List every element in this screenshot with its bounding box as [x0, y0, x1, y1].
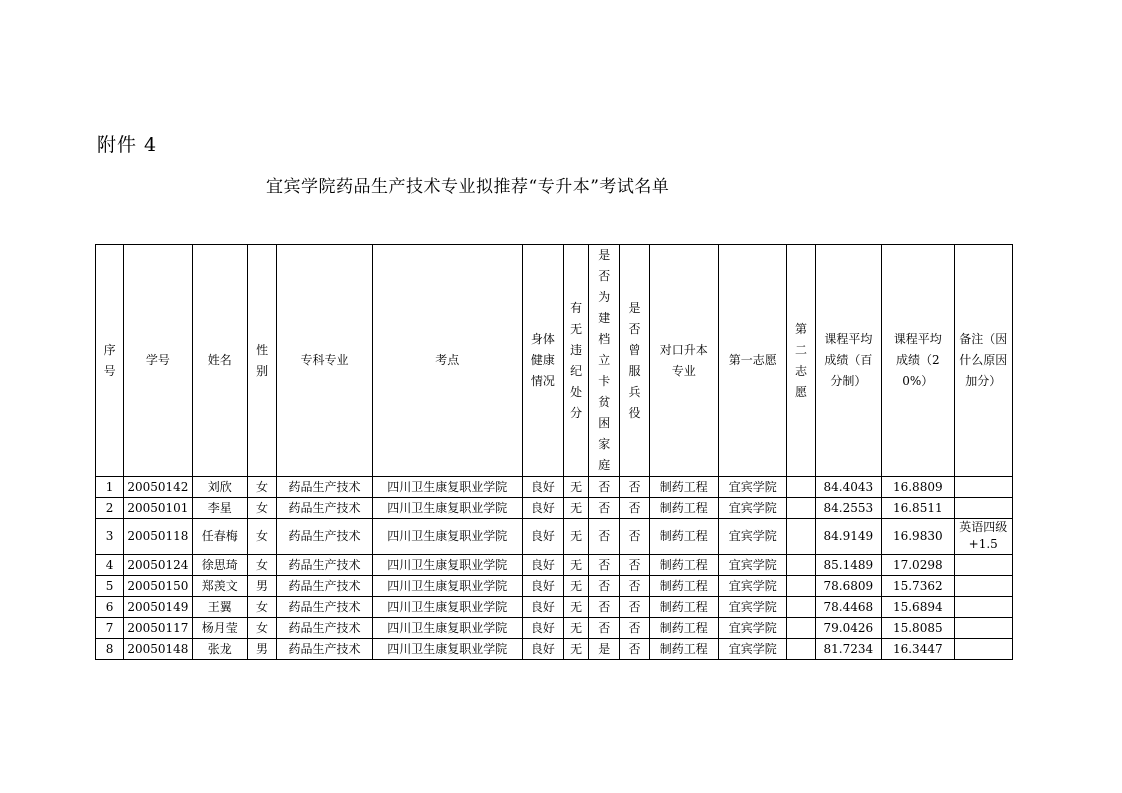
cell-first-choice: 宜宾学院	[719, 638, 787, 659]
cell-target-major: 制药工程	[649, 638, 718, 659]
cell-weighted-score: 15.7362	[882, 575, 954, 596]
cell-discipline: 无	[564, 617, 589, 638]
cell-weighted-score: 16.8511	[882, 498, 954, 519]
cell-avg-score: 79.0426	[815, 617, 881, 638]
cell-index: 3	[96, 519, 124, 555]
cell-military: 否	[620, 575, 649, 596]
cell-discipline: 无	[564, 638, 589, 659]
cell-gender: 女	[247, 617, 276, 638]
cell-first-choice: 宜宾学院	[719, 519, 787, 555]
cell-target-major: 制药工程	[649, 477, 718, 498]
cell-index: 5	[96, 575, 124, 596]
cell-college-major: 药品生产技术	[277, 477, 373, 498]
table-row	[96, 575, 1013, 596]
cell-name: 徐思琦	[192, 554, 247, 575]
cell-weighted-score: 16.3447	[882, 638, 954, 659]
cell-college-major: 药品生产技术	[277, 596, 373, 617]
cell-avg-score: 84.9149	[815, 519, 881, 555]
cell-weighted-score: 17.0298	[882, 554, 954, 575]
cell-military: 否	[620, 617, 649, 638]
cell-remarks	[954, 617, 1012, 638]
cell-avg-score: 78.4468	[815, 596, 881, 617]
col-header-name: 姓名	[192, 245, 247, 477]
col-header-remarks: 备注（因什么原因加分）	[954, 245, 1012, 477]
cell-poverty: 否	[589, 519, 620, 555]
cell-gender: 男	[247, 575, 276, 596]
cell-avg-score: 85.1489	[815, 554, 881, 575]
cell-discipline: 无	[564, 554, 589, 575]
cell-poverty: 否	[589, 596, 620, 617]
col-header-military: 是否曾服兵役	[620, 245, 649, 477]
cell-first-choice: 宜宾学院	[719, 575, 787, 596]
col-header-exam-site: 考点	[372, 245, 522, 477]
cell-poverty: 否	[589, 554, 620, 575]
table-row	[96, 638, 1013, 659]
table-row	[96, 617, 1013, 638]
cell-first-choice: 宜宾学院	[719, 554, 787, 575]
cell-index: 4	[96, 554, 124, 575]
cell-student-id: 20050148	[124, 638, 192, 659]
cell-poverty: 否	[589, 575, 620, 596]
cell-poverty: 否	[589, 617, 620, 638]
cell-avg-score: 81.7234	[815, 638, 881, 659]
cell-military: 否	[620, 498, 649, 519]
cell-weighted-score: 16.8809	[882, 477, 954, 498]
cell-college-major: 药品生产技术	[277, 554, 373, 575]
header-row	[96, 245, 1013, 477]
attachment-label: 附件 4	[97, 134, 158, 156]
cell-target-major: 制药工程	[649, 554, 718, 575]
cell-index: 7	[96, 617, 124, 638]
cell-index: 6	[96, 596, 124, 617]
cell-avg-score: 84.4043	[815, 477, 881, 498]
cell-name: 杨月莹	[192, 617, 247, 638]
cell-gender: 女	[247, 554, 276, 575]
cell-index: 1	[96, 477, 124, 498]
cell-first-choice: 宜宾学院	[719, 596, 787, 617]
cell-first-choice: 宜宾学院	[719, 498, 787, 519]
cell-exam-site: 四川卫生康复职业学院	[372, 498, 522, 519]
col-header-weighted-score: 课程平均成绩（20%）	[882, 245, 954, 477]
cell-health: 良好	[522, 498, 563, 519]
cell-health: 良好	[522, 554, 563, 575]
cell-poverty: 是	[589, 638, 620, 659]
cell-poverty: 否	[589, 498, 620, 519]
cell-gender: 女	[247, 519, 276, 555]
cell-target-major: 制药工程	[649, 575, 718, 596]
table-row	[96, 477, 1013, 498]
cell-second-choice	[787, 498, 815, 519]
cell-exam-site: 四川卫生康复职业学院	[372, 575, 522, 596]
cell-health: 良好	[522, 596, 563, 617]
cell-target-major: 制药工程	[649, 617, 718, 638]
cell-target-major: 制药工程	[649, 498, 718, 519]
cell-discipline: 无	[564, 519, 589, 555]
cell-weighted-score: 15.8085	[882, 617, 954, 638]
cell-military: 否	[620, 477, 649, 498]
cell-college-major: 药品生产技术	[277, 498, 373, 519]
cell-second-choice	[787, 596, 815, 617]
cell-name: 王翼	[192, 596, 247, 617]
cell-discipline: 无	[564, 498, 589, 519]
cell-college-major: 药品生产技术	[277, 617, 373, 638]
cell-poverty: 否	[589, 477, 620, 498]
cell-military: 否	[620, 596, 649, 617]
candidate-table	[95, 244, 1013, 660]
cell-second-choice	[787, 638, 815, 659]
cell-health: 良好	[522, 617, 563, 638]
cell-exam-site: 四川卫生康复职业学院	[372, 554, 522, 575]
cell-name: 郑羡文	[192, 575, 247, 596]
cell-gender: 女	[247, 596, 276, 617]
cell-second-choice	[787, 617, 815, 638]
document-title: 宜宾学院药品生产技术专业拟推荐“专升本”考试名单	[266, 177, 670, 197]
cell-health: 良好	[522, 477, 563, 498]
cell-avg-score: 78.6809	[815, 575, 881, 596]
cell-health: 良好	[522, 638, 563, 659]
cell-index: 2	[96, 498, 124, 519]
cell-index: 8	[96, 638, 124, 659]
cell-second-choice	[787, 554, 815, 575]
cell-remarks	[954, 596, 1012, 617]
cell-college-major: 药品生产技术	[277, 575, 373, 596]
cell-discipline: 无	[564, 575, 589, 596]
cell-student-id: 20050142	[124, 477, 192, 498]
col-header-poverty: 是否为建档立卡贫困家庭	[589, 245, 620, 477]
cell-discipline: 无	[564, 596, 589, 617]
cell-first-choice: 宜宾学院	[719, 477, 787, 498]
col-header-avg-score: 课程平均成绩（百分制）	[815, 245, 881, 477]
cell-college-major: 药品生产技术	[277, 519, 373, 555]
cell-student-id: 20050124	[124, 554, 192, 575]
col-header-index: 序号	[96, 245, 124, 477]
cell-remarks	[954, 554, 1012, 575]
col-header-target-major: 对口升本专业	[649, 245, 718, 477]
cell-student-id: 20050101	[124, 498, 192, 519]
col-header-health: 身体健康情况	[522, 245, 563, 477]
cell-exam-site: 四川卫生康复职业学院	[372, 596, 522, 617]
cell-remarks	[954, 498, 1012, 519]
table-row	[96, 554, 1013, 575]
cell-gender: 女	[247, 498, 276, 519]
cell-college-major: 药品生产技术	[277, 638, 373, 659]
cell-health: 良好	[522, 575, 563, 596]
cell-student-id: 20050117	[124, 617, 192, 638]
col-header-first-choice: 第一志愿	[719, 245, 787, 477]
col-header-gender: 性别	[247, 245, 276, 477]
cell-name: 刘欣	[192, 477, 247, 498]
cell-gender: 男	[247, 638, 276, 659]
cell-target-major: 制药工程	[649, 519, 718, 555]
cell-weighted-score: 15.6894	[882, 596, 954, 617]
cell-name: 李星	[192, 498, 247, 519]
table-row	[96, 596, 1013, 617]
col-header-discipline: 有无违纪处分	[564, 245, 589, 477]
cell-discipline: 无	[564, 477, 589, 498]
cell-first-choice: 宜宾学院	[719, 617, 787, 638]
cell-avg-score: 84.2553	[815, 498, 881, 519]
cell-weighted-score: 16.9830	[882, 519, 954, 555]
cell-remarks	[954, 638, 1012, 659]
cell-remarks	[954, 575, 1012, 596]
cell-military: 否	[620, 519, 649, 555]
cell-name: 张龙	[192, 638, 247, 659]
cell-name: 任春梅	[192, 519, 247, 555]
cell-remarks	[954, 477, 1012, 498]
col-header-student-id: 学号	[124, 245, 192, 477]
cell-remarks: 英语四级+1.5	[954, 519, 1012, 555]
cell-student-id: 20050150	[124, 575, 192, 596]
table-row	[96, 498, 1013, 519]
cell-student-id: 20050149	[124, 596, 192, 617]
cell-second-choice	[787, 519, 815, 555]
cell-military: 否	[620, 638, 649, 659]
cell-exam-site: 四川卫生康复职业学院	[372, 617, 522, 638]
cell-exam-site: 四川卫生康复职业学院	[372, 477, 522, 498]
col-header-second-choice: 第二志愿	[787, 245, 815, 477]
cell-second-choice	[787, 477, 815, 498]
cell-second-choice	[787, 575, 815, 596]
table-row	[96, 519, 1013, 555]
cell-exam-site: 四川卫生康复职业学院	[372, 519, 522, 555]
cell-exam-site: 四川卫生康复职业学院	[372, 638, 522, 659]
cell-student-id: 20050118	[124, 519, 192, 555]
col-header-college-major: 专科专业	[277, 245, 373, 477]
cell-military: 否	[620, 554, 649, 575]
cell-health: 良好	[522, 519, 563, 555]
cell-gender: 女	[247, 477, 276, 498]
cell-target-major: 制药工程	[649, 596, 718, 617]
